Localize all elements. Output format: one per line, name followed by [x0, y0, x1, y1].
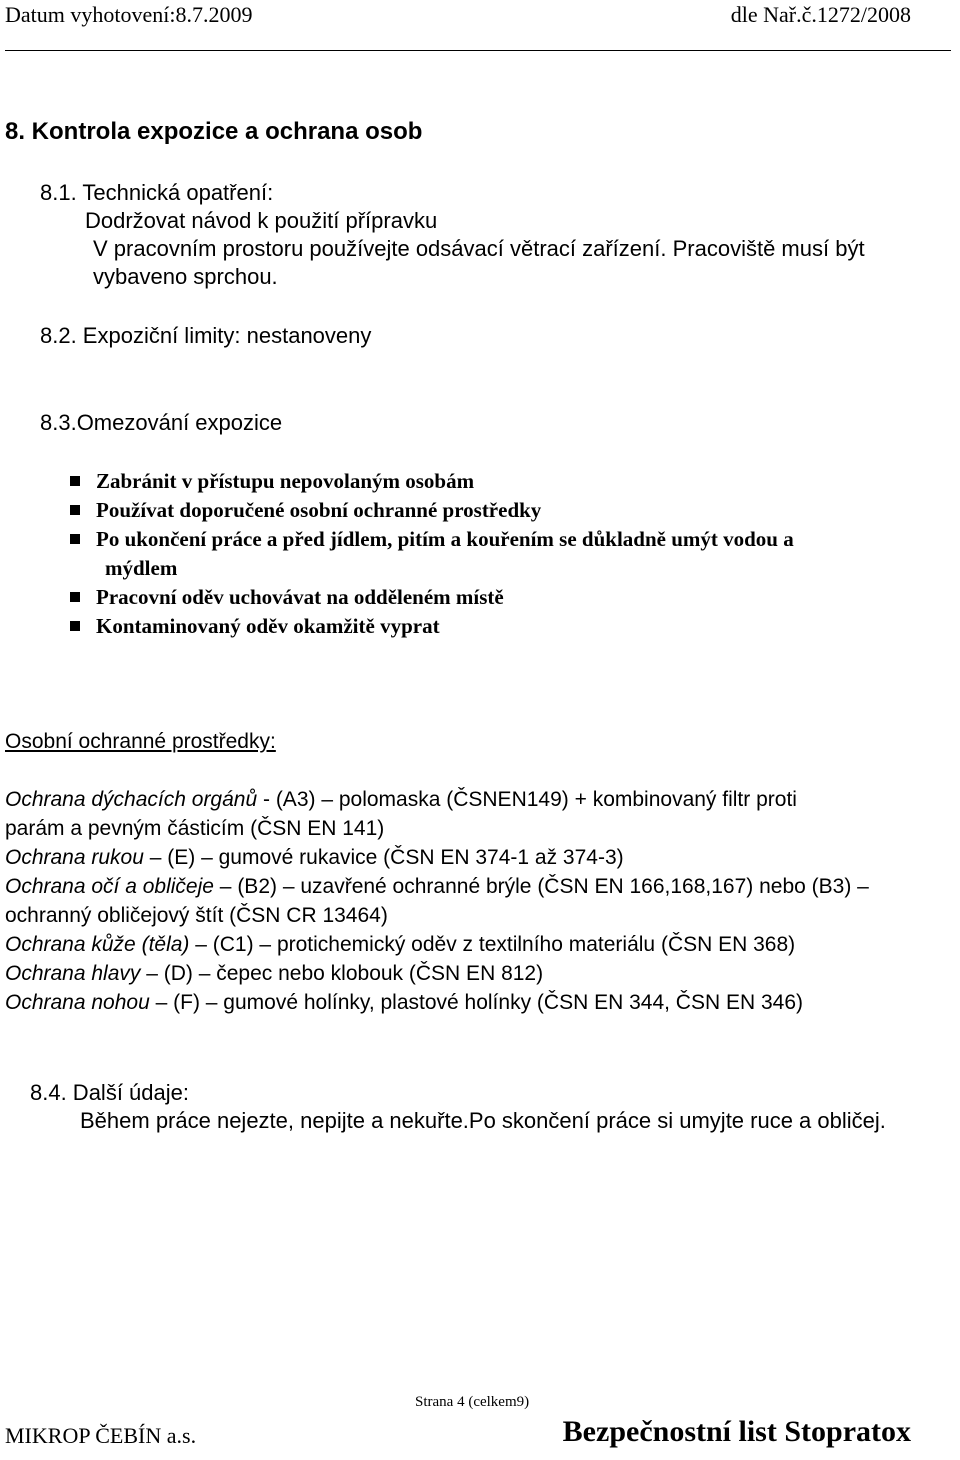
- square-bullet-icon: [70, 476, 80, 486]
- bullet-item: Po ukončení práce a před jídlem, pitím a kouřením se důkladně umýt vodou a: [70, 527, 794, 552]
- footer-company: MIKROP ČEBÍN a.s.: [5, 1423, 197, 1448]
- header-date: Datum vyhotovení:8.7.2009: [5, 2, 253, 27]
- s83-title: 8.3.Omezování expozice: [40, 410, 283, 435]
- header-divider: [5, 50, 951, 51]
- header-regulation: dle Nař.č.1272/2008: [730, 2, 911, 27]
- s81-title: 8.1. Technická opatření:: [40, 180, 274, 205]
- bullet-item: Používat doporučené osobní ochranné prostředky: [70, 498, 541, 523]
- bullet-item-continuation: mýdlem: [105, 556, 178, 580]
- square-bullet-icon: [70, 621, 80, 631]
- ppe-eyes-cont: ochranný obličejový štít (ČSN CR 13464): [5, 904, 388, 927]
- s82-limits: 8.2. Expoziční limity: nestanoveny: [40, 323, 372, 348]
- ppe-respiratory-cont: parám a pevným částicím (ČSN EN 141): [5, 817, 385, 840]
- square-bullet-icon: [70, 592, 80, 602]
- s81-line2: V pracovním prostoru používejte odsávací větrací zařízení. Pracoviště musí být: [93, 236, 865, 261]
- footer-page-number: Strana 4 (celkem9): [415, 1394, 530, 1410]
- square-bullet-icon: [70, 505, 80, 515]
- s84-text: Během práce nejezte, nepijte a nekuřte.Po skončení práce si umyjte ruce a obličej.: [80, 1108, 886, 1133]
- s81-line1: Dodržovat návod k použití přípravku: [85, 208, 438, 233]
- ppe-hands: Ochrana rukou – (E) – gumové rukavice (ČSN EN 374-1 až 374-3): [5, 846, 624, 869]
- s84-title: 8.4. Další údaje:: [30, 1080, 189, 1105]
- bullet-item: Zabránit v přístupu nepovolaným osobám: [70, 469, 474, 494]
- ppe-head: Ochrana hlavy – (D) – čepec nebo klobouk (ČSN EN 812): [5, 962, 544, 985]
- square-bullet-icon: [70, 534, 80, 544]
- ppe-respiratory: Ochrana dýchacích orgánů - (A3) – polomaska (ČSNEN149) + kombinovaný filtr proti: [5, 788, 797, 811]
- footer-document-title: Bezpečnostní list Stopratox: [562, 1415, 911, 1448]
- ppe-skin: Ochrana kůže (těla) – (C1) – protichemický oděv z textilního materiálu (ČSN EN 368): [5, 933, 796, 956]
- section-title: 8. Kontrola expozice a ochrana osob: [5, 118, 423, 145]
- ppe-title: Osobní ochranné prostředky:: [5, 730, 276, 753]
- bullet-item: Pracovní oděv uchovávat na odděleném místě: [70, 585, 504, 610]
- s81-line3: vybaveno sprchou.: [93, 264, 278, 289]
- ppe-feet: Ochrana nohou – (F) – gumové holínky, plastové holínky (ČSN EN 344, ČSN EN 346): [5, 991, 803, 1014]
- bullet-item: Kontaminovaný oděv okamžitě vyprat: [70, 614, 440, 639]
- ppe-eyes: Ochrana očí a obličeje – (B2) – uzavřené ochranné brýle (ČSN EN 166,168,167) nebo (B3) –: [5, 875, 869, 898]
